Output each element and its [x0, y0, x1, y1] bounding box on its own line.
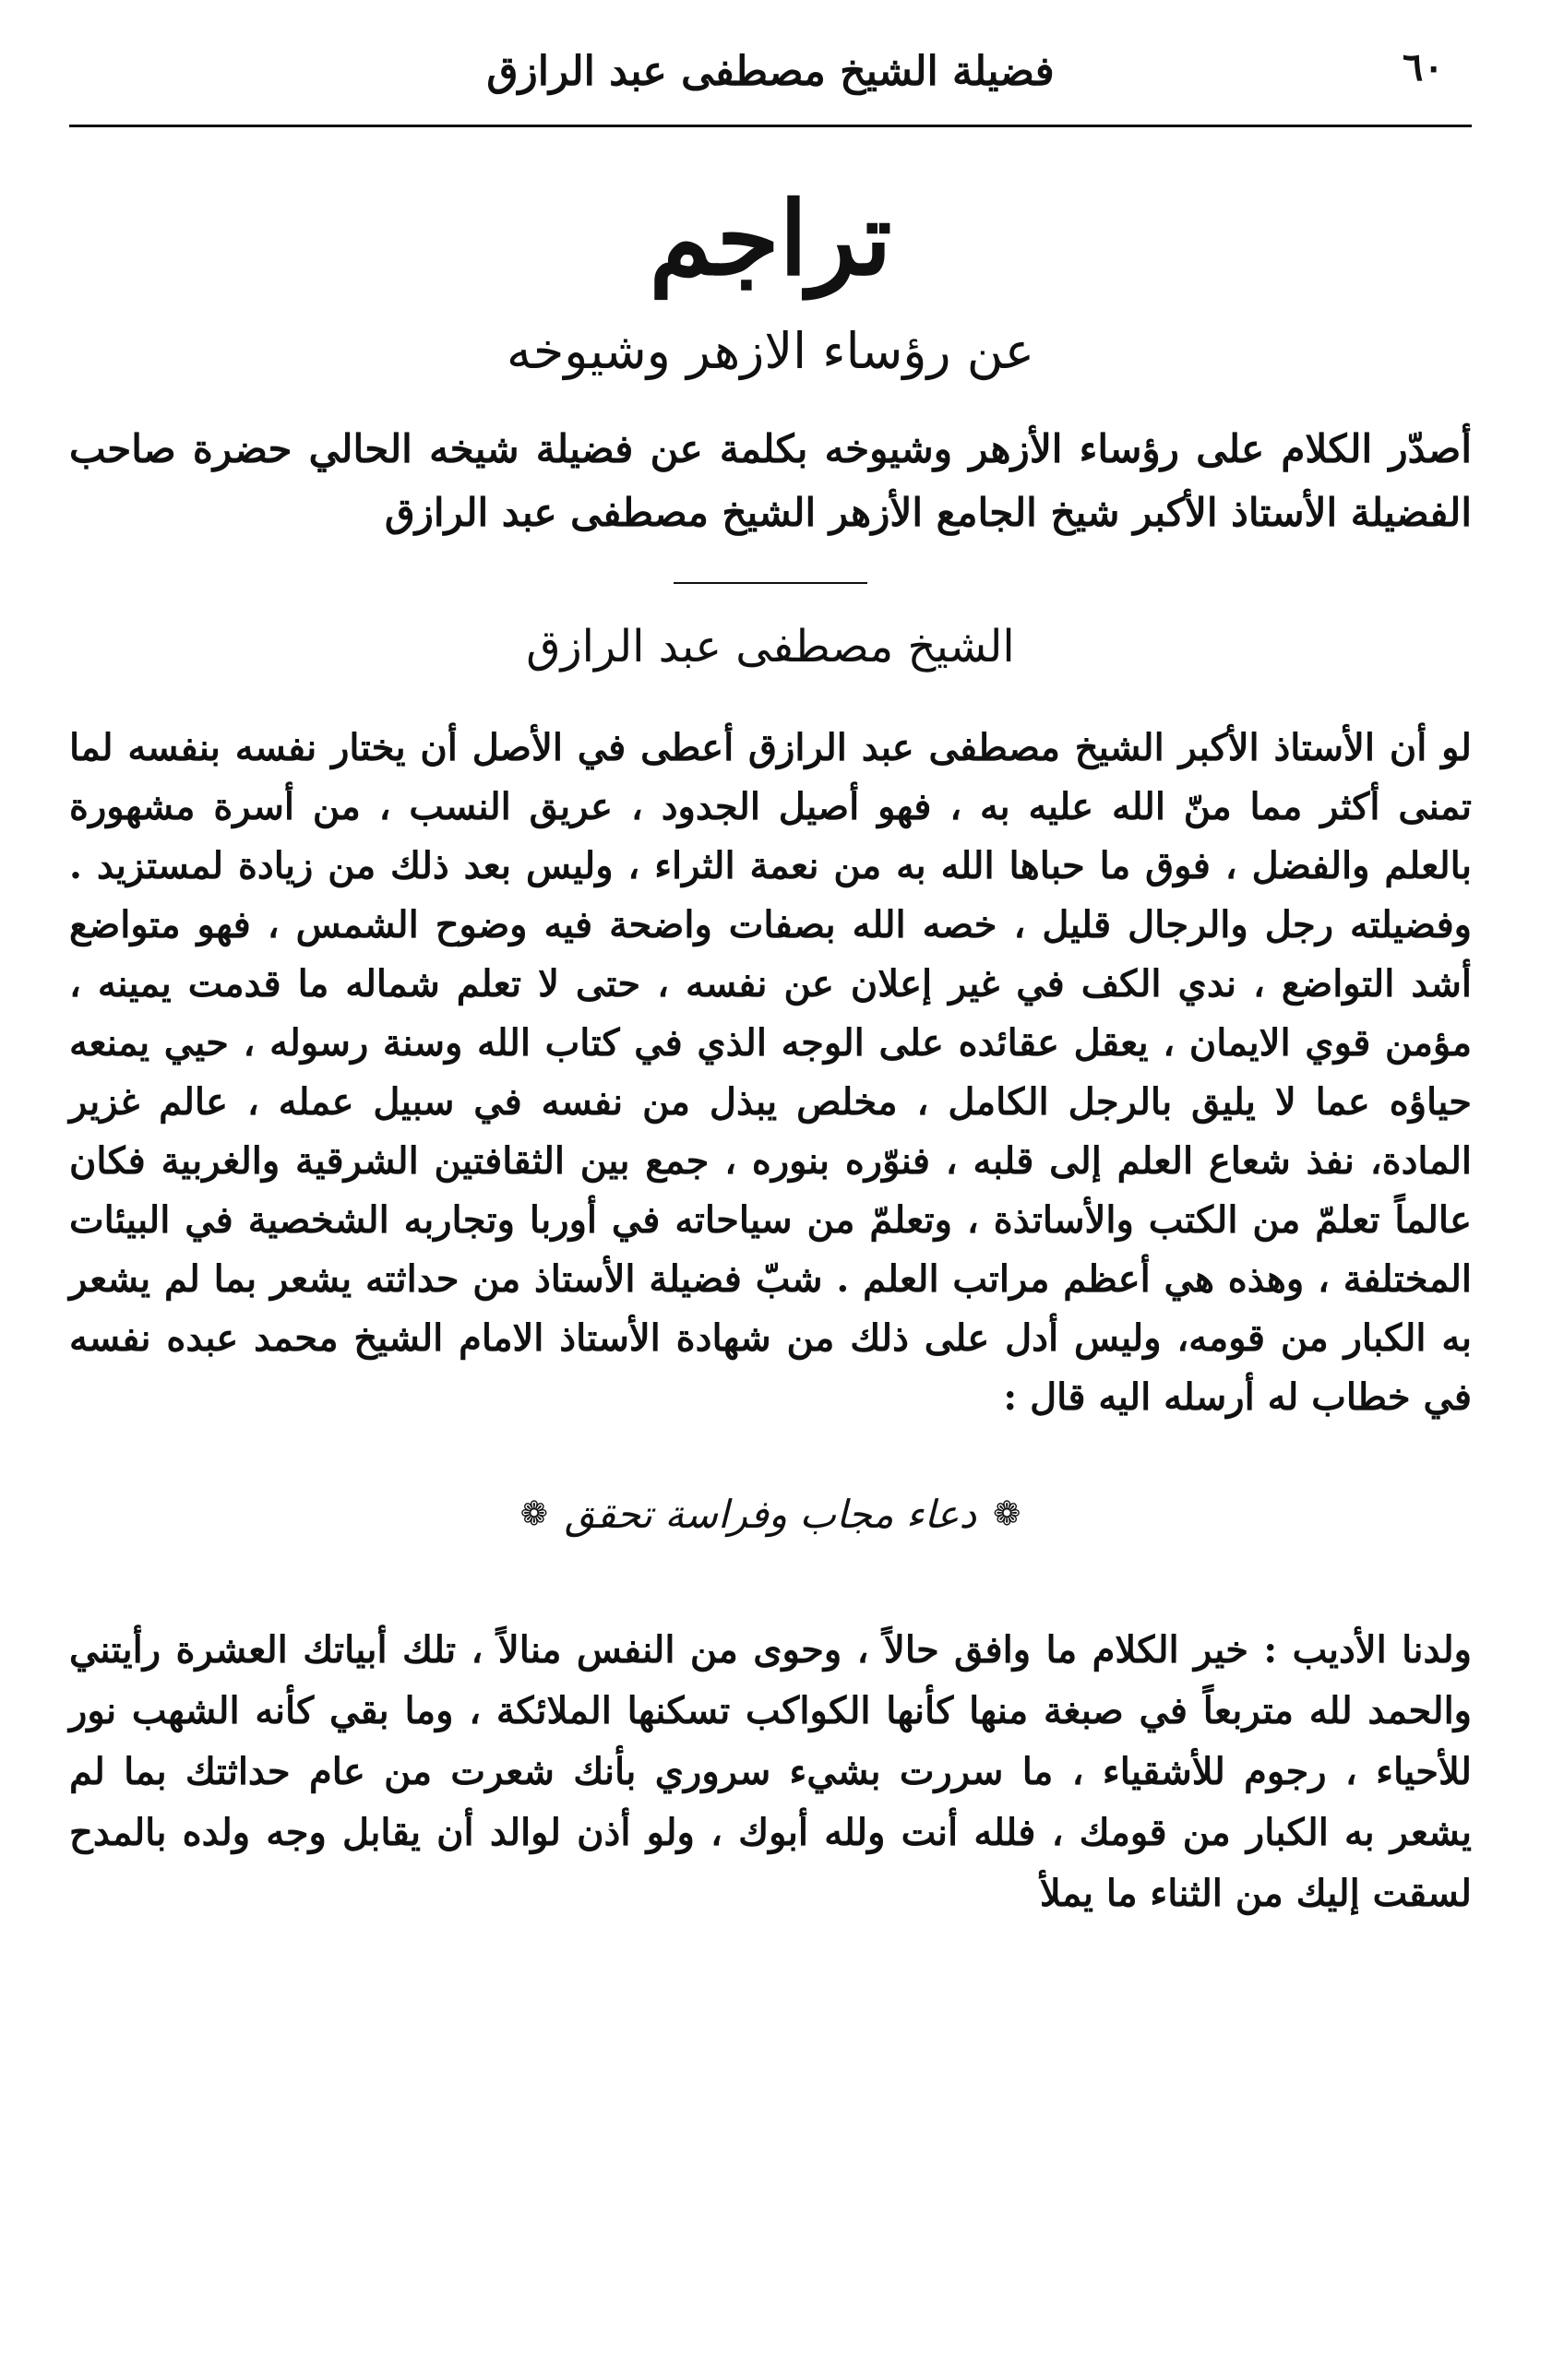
- letter-paragraph: [69, 1620, 1472, 1924]
- ornament-icon: ❁: [993, 1494, 1021, 1533]
- page-number: ٦٠: [1402, 44, 1444, 89]
- quote-heading-text: دعاء مجاب وفراسة تحقق: [564, 1491, 977, 1537]
- intro-paragraph: أصدّر الكلام على رؤساء الأزهر وشيوخه بكلمة عن فضيلة شيخه الحالي حضرة صاحب الفضيلة الأستاذ الأكبر شيخ الجامع الأزهر الشيخ مصطفى عبد الرازق: [69, 426, 1472, 536]
- quote-heading: [69, 1492, 1472, 1537]
- page-header: [69, 37, 1472, 106]
- book-page: [69, 37, 1472, 2343]
- section-heading: الشيخ مصطفى عبد الرازق: [526, 620, 1015, 672]
- body-text: لو أن الأستاذ الأكبر الشيخ مصطفى عبد الرازق أعطى في الأصل أن يختار نفسه بنفسه لما تمنى أكثر مما منّ الله عليه به ، فهو أصيل الجدود ، عريق النسب ، من أسرة مشهورة بالعلم والفضل ، فوق ما حباها الله به من نعمة الثراء ، وليس بعد ذلك من زيادة لمستزيد . وفضيلته رجل والرجال قليل ، خصه الله بصفات واضحة فيه وضوح الشمس ، فهو متواضع أشد التواضع ، ندي الكف في غير إعلان عن نفسه ، حتى لا تعلم شماله ما قدمت يمينه ، مؤمن قوي الايمان ، يعقل عقائده على الوجه الذي في كتاب الله وسنة رسوله ، حيي يمنعه حياؤه عما لا يليق بالرجل الكامل ، مخلص يبذل من نفسه في سبيل عمله ، عالم غزير المادة، نفذ شعاع العلم إلى قلبه ، فنوّره بنوره ، جمع بين الثقافتين الشرقية والغربية فكان عالماً تعلمّ من الكتب والأساتذة ، وتعلمّ من سياحاته في أوربا وتجاربه الشخصية في البيئات المختلفة ، وهذه هي أعظم مراتب العلم . شبّ فضيلة الأستاذ من حداثته يشعر بما لم يشعر به الكبار من قومه، وليس أدل على ذلك من شهادة الأستاذ الامام الشيخ محمد عبده نفسه في خطاب له أرسله اليه قال :: [69, 725, 1472, 1419]
- ornament-icon: ❁: [519, 1494, 548, 1533]
- letter-text: ولدنا الأديب : خير الكلام ما وافق حالاً ، وحوى من النفس منالاً ، تلك أبياتك العشرة رأيتني والحمد لله متربعاً في صبغة منها كأنها الكواكب تسكنها الملائكة ، وما بقي كأنه الشهب نور للأحياء ، رجوم للأشقياء ، ما سررت بشيء سروري بأنك شعرت من عام حداثتك بما لم يشعر به الكبار من قومك ، فلله أنت ولله أبوك ، ولو أذن لوالد أن يقابل وجه ولده بالمدح لسقت إليك من الثناء ما يملأ: [69, 1627, 1472, 1915]
- chapter-title: تراجم: [649, 179, 892, 298]
- section-divider: [674, 582, 867, 584]
- running-title: فضيلة الشيخ مصطفى عبد الرازق: [486, 48, 1055, 95]
- chapter-subtitle: عن رؤساء الازهر وشيوخه: [506, 322, 1035, 380]
- body-paragraph: [69, 719, 1472, 1427]
- header-rule: [69, 125, 1472, 127]
